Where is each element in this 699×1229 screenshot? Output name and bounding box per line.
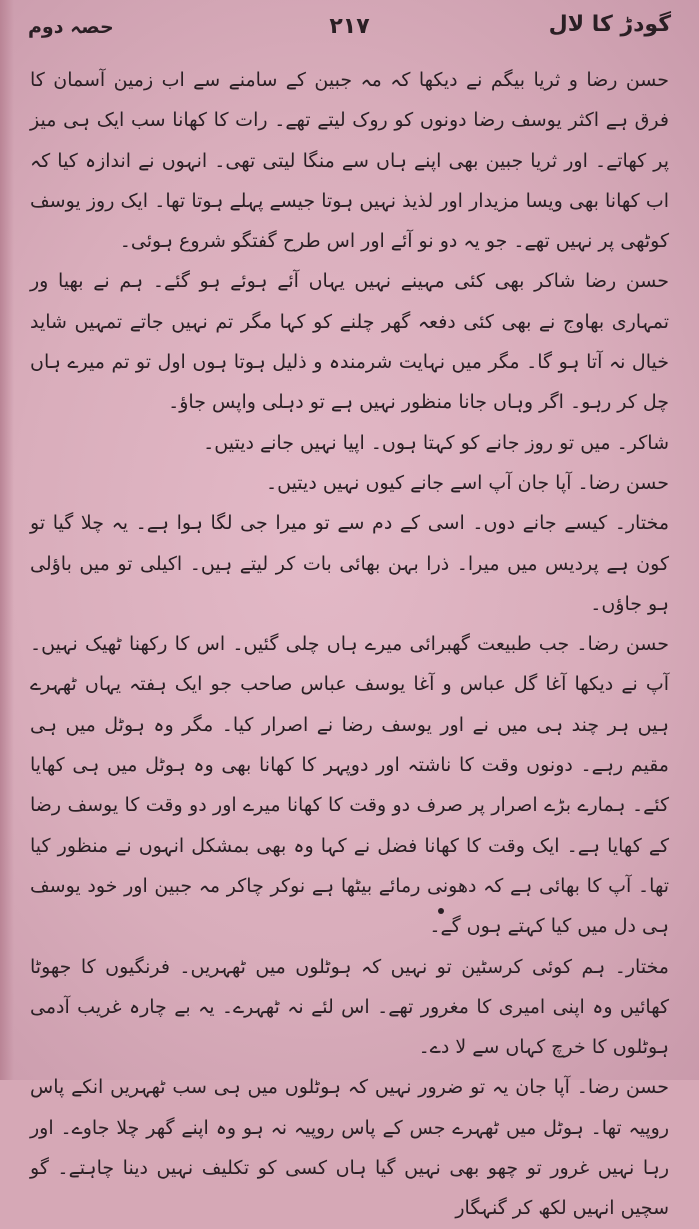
- part-label: حصہ دوم: [28, 16, 114, 38]
- paragraph: حسن رضا و ثریا بیگم نے دیکھا کہ مہ جبین کے سامنے سے اب زمین آسمان کا فرق ہے اکثر یوسف رضا دونوں کو روک لیتے تھے۔ رات کا کھانا سب ایک ہی میز پر کھاتے۔ اور ثریا جبین بھی اپنے ہاں سے منگا لیتی تھی۔ انہوں نے اندازہ کیا کہ اب کھانا بھی ویسا مزیدار اور لذیذ نہیں ہوتا جیسے پہلے ہوتا تھا۔ ایک روز یوسف کوٹھی پر نہیں تھے۔ جو یہ دو نو آئے اور اس طرح گفتگو شروع ہوئی۔: [30, 69, 669, 253]
- ink-dot: [438, 908, 444, 914]
- paragraph: حسن رضا۔ آپا جان یہ تو ضرور نہیں کہ ہوٹلوں میں ہی سب ٹھہریں انکے پاس روپیہ تھا۔ ہوٹل میں ٹھہرے جس کے پاس روپیہ نہ ہو وہ اپنے گھر چلا جاوے۔ اور رہا نہیں غرور تو چھو بھی نہیں گیا ہاں کسی کو تکلیف نہیں دینا چاہتے۔ گو سچیں انہیں لکھ کر گنہگار: [30, 1076, 669, 1220]
- page-edge-shadow: [0, 0, 14, 1080]
- page-header: [28, 12, 671, 52]
- paragraph: مختار۔ ہم کوئی کرسٹین تو نہیں کہ ہوٹلوں میں ٹھہریں۔ فرنگیوں کا جھوٹا کھائیں وہ اپنی امیری کا مغرور تھے۔ اس لئے نہ ٹھہرے۔ یہ بے چارہ غریب آدمی ہوٹلوں کا خرچ کہاں سے لا دے۔: [30, 955, 669, 1059]
- paragraph: شاکر۔ میں تو روز جانے کو کہتا ہوں۔ اپیا نہیں جانے دیتیں۔: [203, 431, 669, 454]
- paragraph: مختار۔ کیسے جانے دوں۔ اسی کے دم سے تو میرا جی لگا ہوا ہے۔ یہ چلا گیا تو کون ہے پردیس میں میرا۔ ذرا بہن بھائی بات کر لیتے ہیں۔ اکیلی تو میں باؤلی ہو جاؤں۔: [30, 512, 669, 615]
- book-title: گودڑ کا لال: [548, 12, 671, 37]
- page-number: ۲۱۷: [329, 14, 370, 39]
- page-body: [30, 60, 669, 1229]
- paragraph: حسن رضا شاکر بھی کئی مہینے نہیں یہاں آئے ہوئے ہو گئے۔ ہم نے بھیا ور تمہاری بھاوج نے بھی کئی دفعہ گھر چلنے کو کہا مگر تم نہیں جاتے تمہیں شاید خیال نہ آتا ہو گا۔ مگر میں نہایت شرمندہ و ذلیل ہوتا ہوں اول تو تم میرے ہاں چل کر رہو۔ اگر وہاں جانا منظور نہیں ہے تو دہلی واپس جاؤ۔: [30, 270, 669, 414]
- paragraph: حسن رضا۔ جب طبیعت گھبرائی میرے ہاں چلی گئیں۔ اس کا رکھنا ٹھیک نہیں۔ آپ نے دیکھا آغا گل عباس و آغا یوسف عباس صاحب جو ایک ہفتہ یہاں ٹھہرے ہیں ہر چند ہی میں نے اور یوسف رضا نے اصرار کیا۔ مگر وہ ہوٹل میں ہی مقیم رہے۔ دونوں وقت کا ناشتہ اور دوپہر کا کھانا بھی وہ ہوٹل میں ہی کھایا کئے۔ ہمارے بڑے اصرار پر صرف دو وقت کا کھانا میرے اور دو وقت کا یوسف رضا کے کھایا ہے۔ ایک وقت کا کھانا فضل نے کہا وہ بھی بمشکل انہوں نے منظور کیا تھا۔ آپ کا بھائی ہے کہ دھونی رمائے بیٹھا ہے نوکر چاکر مہ جبین اور خود یوسف ہی دل میں کیا کہتے ہوں گے۔: [30, 633, 669, 938]
- paragraph: حسن رضا۔ آپا جان آپ اسے جانے کیوں نہیں دیتیں۔: [265, 471, 669, 494]
